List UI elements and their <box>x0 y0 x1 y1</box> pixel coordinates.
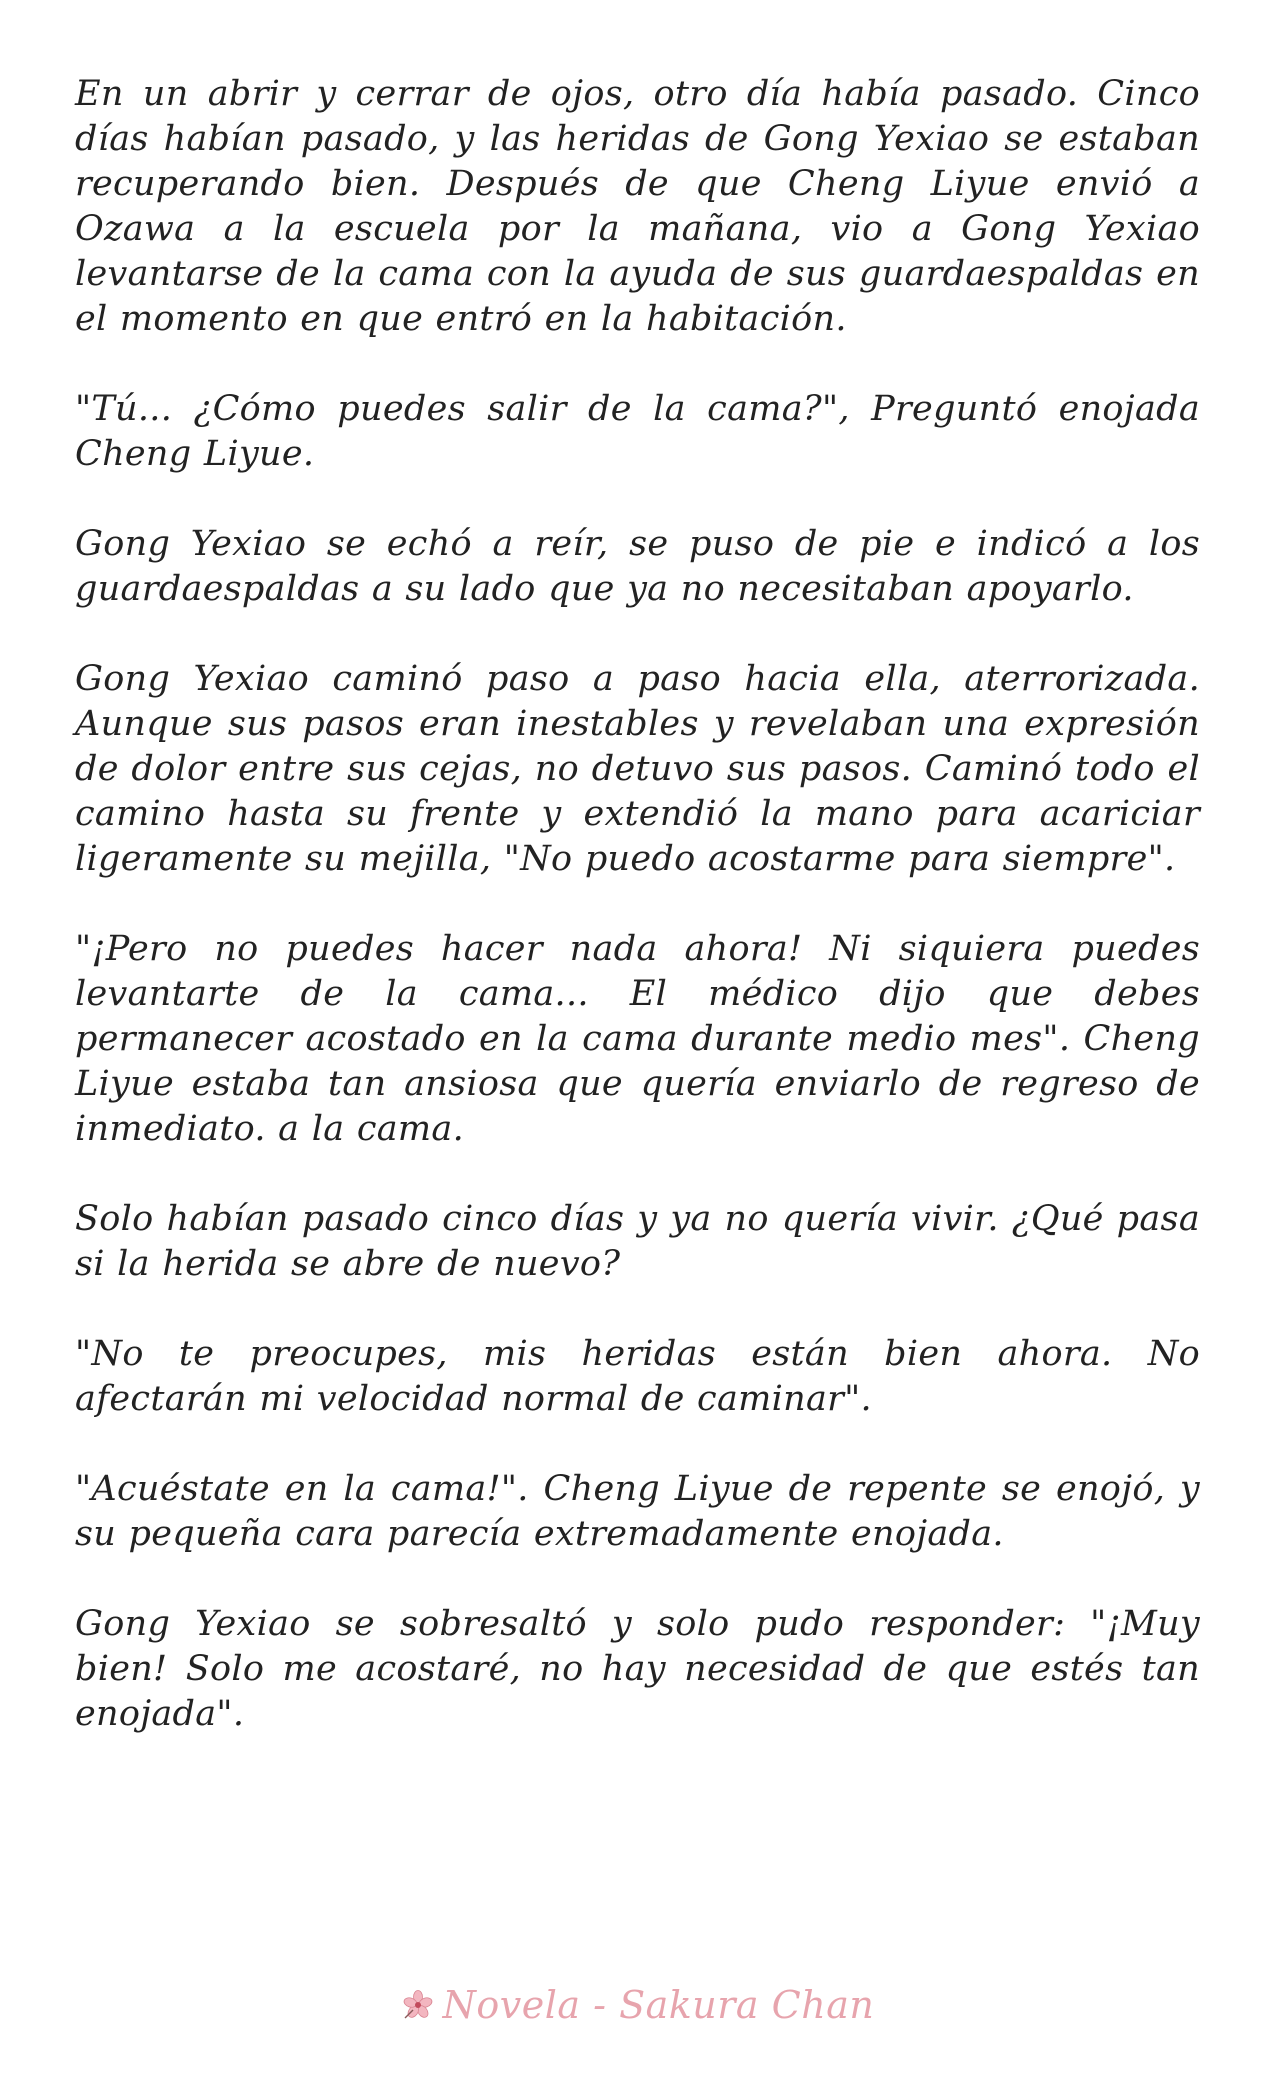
watermark-text: Novela - Sakura Chan <box>442 1983 875 2027</box>
paragraph-7: "No te preocupes, mis heridas están bien ahora. No afectarán mi velocidad normal de caminar". <box>75 1334 1200 1419</box>
paragraph-1: En un abrir y cerrar de ojos, otro día había pasado. Cinco días habían pasado, y las heridas de Gong Yexiao se estaban recuperando bien. Después de que Cheng Liyue envió a Ozawa a la escuela por la mañana, vio a Gong Yexiao levantarse de la cama con la ayuda de sus guardaespaldas en el momento en que entró en la habitación. <box>75 74 1200 339</box>
sakura-flower-icon <box>401 1988 435 2022</box>
watermark-footer <box>0 1975 1275 2035</box>
paragraph-8: "Acuéstate en la cama!". Cheng Liyue de repente se enojó, y su pequeña cara parecía extremadamente enojada. <box>75 1469 1200 1554</box>
paragraph-4: Gong Yexiao caminó paso a paso hacia ella, aterrorizada. Aunque sus pasos eran inestables y revelaban una expresión de dolor entre sus cejas, no detuvo sus pasos. Caminó todo el camino hasta su frente y extendió la mano para acariciar ligeramente su mejilla, "No puedo acostarme para siempre". <box>75 659 1200 879</box>
paragraph-2: "Tú... ¿Cómo puedes salir de la cama?", Preguntó enojada Cheng Liyue. <box>75 389 1200 474</box>
paragraph-6: Solo habían pasado cinco días y ya no quería vivir. ¿Qué pasa si la herida se abre de nuevo? <box>75 1199 1200 1284</box>
paragraph-3: Gong Yexiao se echó a reír, se puso de pie e indicó a los guardaespaldas a su lado que ya no necesitaban apoyarlo. <box>75 524 1200 609</box>
paragraph-9: Gong Yexiao se sobresaltó y solo pudo responder: "¡Muy bien! Solo me acostaré, no hay necesidad de que estés tan enojada". <box>75 1604 1200 1734</box>
document-body <box>75 72 1200 1782</box>
paragraph-5: "¡Pero no puedes hacer nada ahora! Ni siquiera puedes levantarte de la cama... El médico dijo que debes permanecer acostado en la cama durante medio mes". Cheng Liyue estaba tan ansiosa que quería enviarlo de regreso de inmediato. a la cama. <box>75 929 1200 1149</box>
